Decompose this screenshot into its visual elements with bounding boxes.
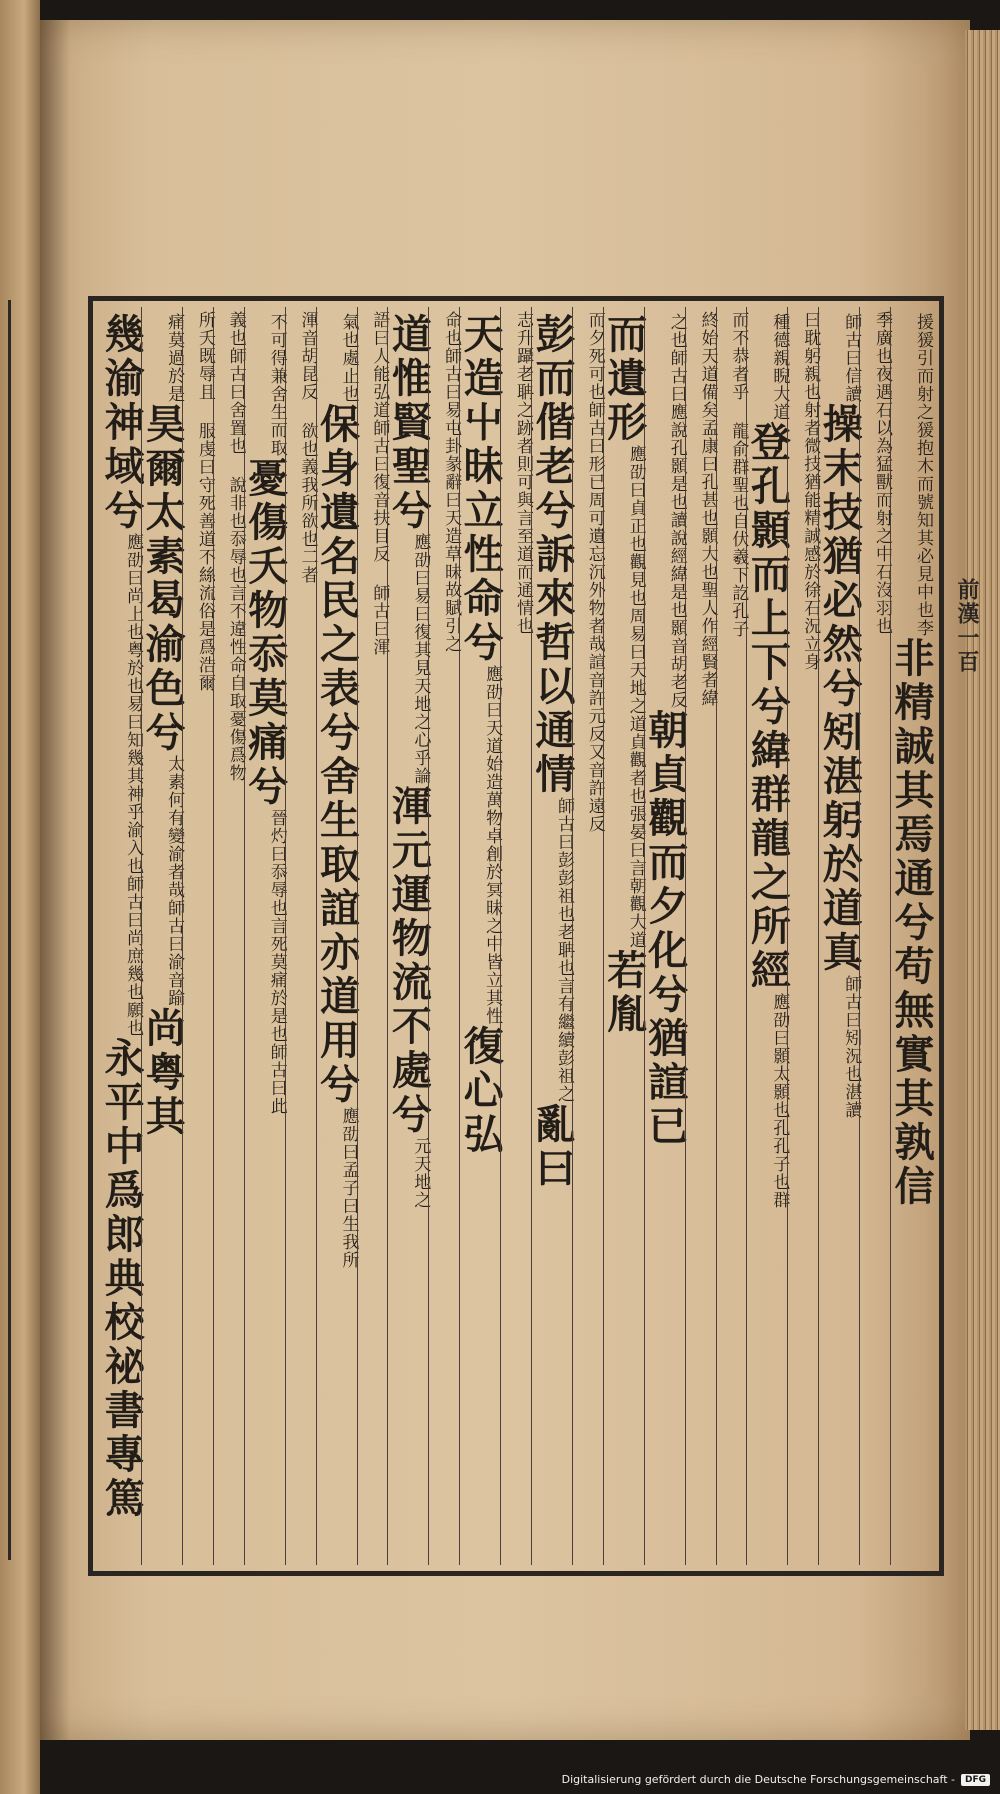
commentary-text: 痛莫過於是 [164,313,185,403]
page-stack-edge [965,30,1000,1730]
commentary-text: 應劭曰貞正也觀見也周易曰天地之道貞觀者也張晏曰言朝觀大道 [625,445,646,949]
text-column: 語曰人能弘道師古曰復音扶目反 師古曰渾 [357,307,388,1565]
text-column [139,307,187,1565]
text-column [98,307,146,1565]
left-page-edge [0,0,40,1794]
commentary-text: 援猨引而射之猨抱木而號知其必見中也李 [913,313,933,637]
text-column: 季廣也夜遇石以為猛獸而射之中石沒羽也 [859,307,890,1565]
text-column [888,307,935,1565]
commentary-text: 師古曰矧況也湛讀 [841,975,862,1119]
commentary-text: 不可得兼舍生而取 [266,313,287,457]
main-text: 道惟賢聖兮 [385,313,433,533]
commentary-text: 應劭曰孟子曰生我所 [338,1107,359,1269]
text-column [528,307,576,1565]
commentary-text: 種德親睨大道 [769,313,790,421]
commentary-text: 晉灼曰忝辱也言死莫痛於是也師古曰此 [266,809,287,1115]
text-column [241,307,289,1565]
commentary-text: 太素何有變渝者哉師古曰渝音踰 [164,755,185,1007]
main-text: 永平中爲郎典校祕書專篤 [98,1037,146,1521]
text-column: 而夕死可也師古曰形已周可遺忘沉外物者哉諠音許元反又音許遠反 [572,307,603,1565]
commentary-text: 應劭曰尚上也粤於也易曰知幾其神乎渝入也師古曰尚庶幾也願也 [123,533,144,1037]
main-text: 而遺形 [600,313,648,445]
text-column [816,307,864,1565]
credit-text: Digitalisierung gefördert durch die Deutsche Forschungsgemeinschaft - [561,1773,955,1786]
main-text: 天造屮昧立性命兮 [457,313,505,665]
margin-label: 前漢一百 [954,578,980,674]
text-column [313,307,361,1565]
text-column [457,307,505,1565]
commentary-text: 師古曰信讀 [841,313,862,403]
text-column [385,307,433,1565]
commentary-text: 氣也處止也 [338,313,359,403]
commentary-text: 應劭曰天道始造萬物卓創於冥昧之中皆立其性 [482,665,503,1025]
text-column [641,307,689,1565]
commentary-text: 應劭曰顥太顥也孔孔子也群 [769,993,790,1209]
dfg-logo: DFG [961,1774,990,1786]
text-column: 而不恭者乎 龍俞群聖也自伏羲下訖孔子 [716,307,747,1565]
main-text: 渾元運物流不處兮 [385,785,433,1137]
digitization-credit [562,1773,990,1786]
main-text: 若胤 [600,949,648,1037]
text-columns [98,307,935,1565]
main-text: 尚粤其 [139,1007,187,1139]
text-column: 所夭既辱且 服虔曰守死善道不絲流俗是爲浩爾 [182,307,213,1565]
text-column: 義也師古曰舍置也 說非也忝辱也言不違性命自取憂傷爲物 [213,307,244,1565]
main-text: 亂曰 [528,1103,576,1191]
text-column [744,307,792,1565]
text-column: 渾音胡昆反 欲也義我所欲也二者 [285,307,316,1565]
commentary-text: 師古曰彭彭祖也老聃也言有繼續彭祖之 [553,797,574,1103]
left-page-border [0,300,11,1560]
main-text: 操末技猶必然兮矧湛躬於道真 [816,403,864,975]
text-column: 曰耽躬親也射者微技猶能精誠感於徐石況立身 [787,307,818,1565]
main-text: 保身遺名民之表兮舍生取誼亦道用兮 [313,403,361,1107]
main-text: 朝貞觀而夕化兮猶諠已 [641,709,689,1149]
main-text: 憂傷夭物忝莫痛兮 [241,457,289,809]
commentary-text: 應劭曰易曰復其見天地之心乎論 [410,533,431,785]
main-text: 登孔顥而上下兮緯群龍之所經 [744,421,792,993]
text-column: 終始天道備矣孟康曰孔甚也顥大也聖人作經賢者緯 [685,307,716,1565]
main-text: 昊爾太素曷渝色兮 [139,403,187,755]
printed-text-frame [88,296,944,1576]
text-column: 志升躡老聃之跡者則可與言至道而通情也 [500,307,531,1565]
text-column: 命也師古曰易屯卦彖辭曰天造草昧故賦引之 [428,307,459,1565]
main-text: 非精誠其焉通兮苟無實其孰信 [888,637,935,1209]
main-text: 幾渝神域兮 [98,313,146,533]
text-column [600,307,648,1565]
main-text: 彭而偕老兮訴來哲以通情 [528,313,576,797]
main-text: 復心弘 [457,1025,505,1157]
commentary-text: 元天地之 [410,1137,431,1209]
commentary-text: 之也師古曰應說孔顥是也讀說經緯是也顥音胡老反 [666,313,687,709]
gutter-shadow [40,20,70,1740]
